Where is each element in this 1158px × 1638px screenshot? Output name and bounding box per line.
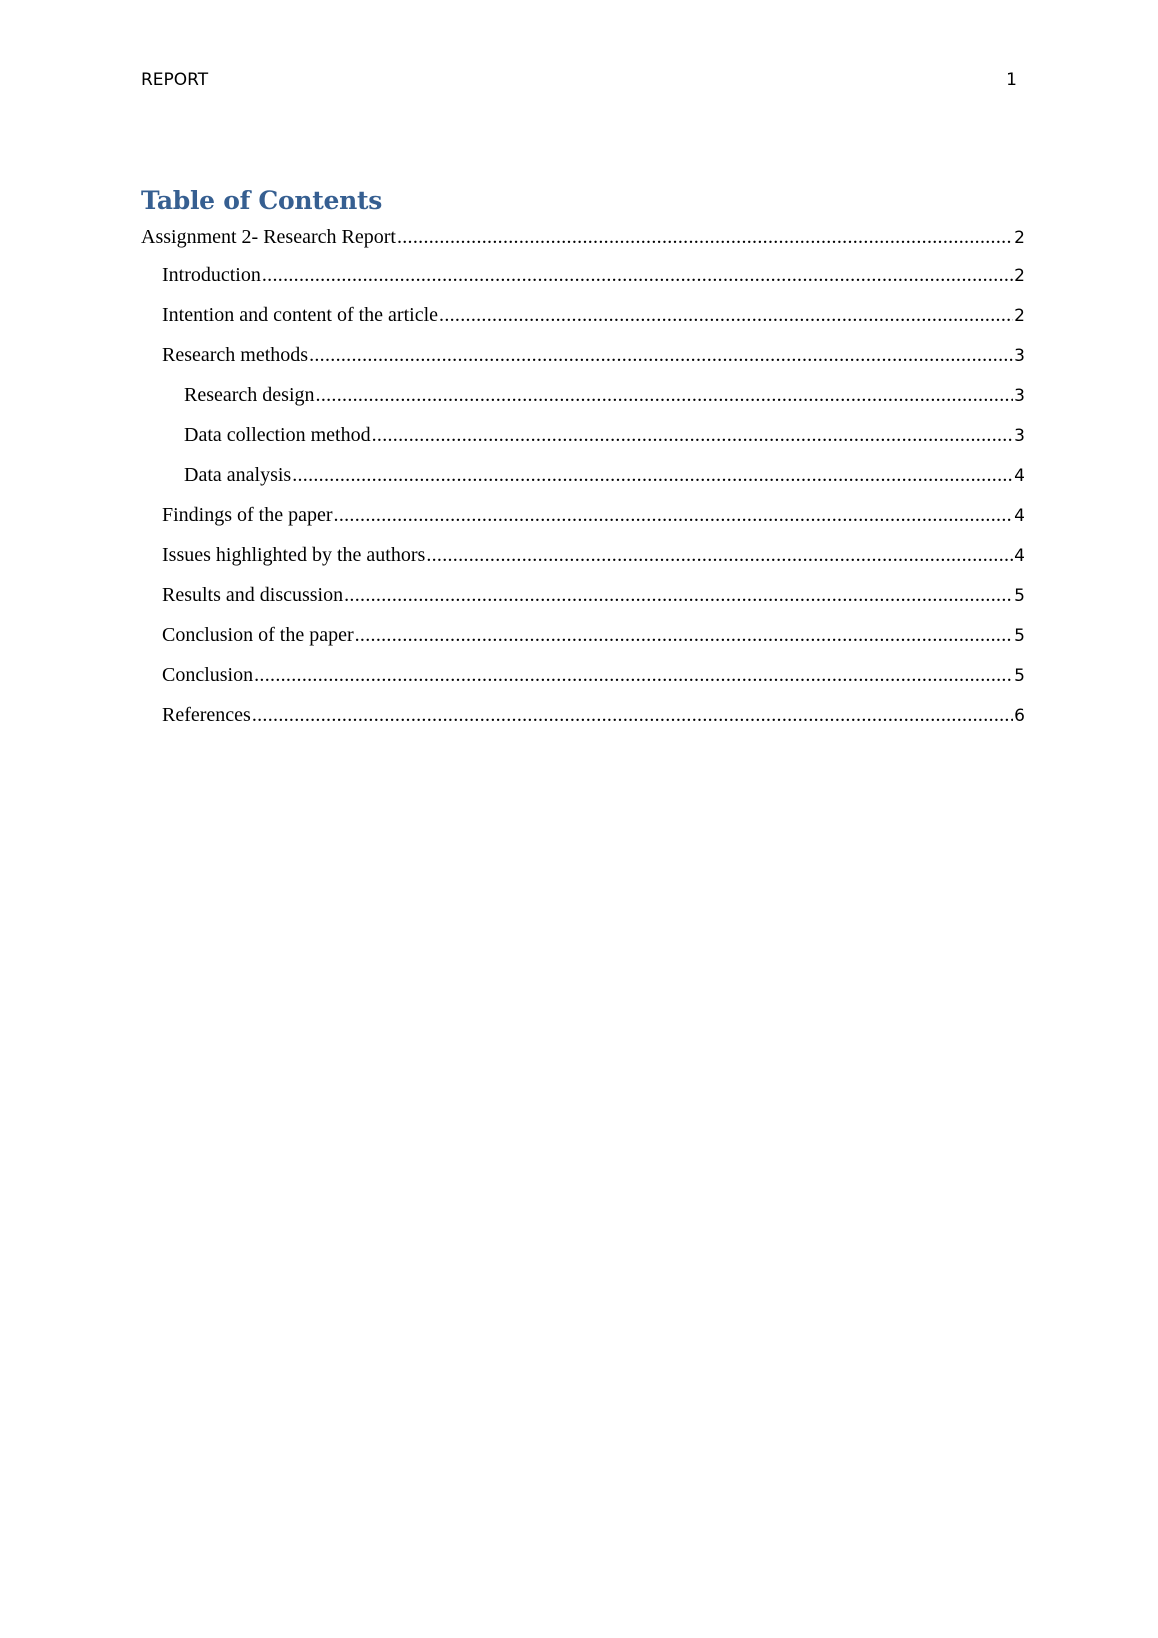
toc-dot-leader: [252, 704, 1013, 727]
toc-entry-page: 3: [1014, 346, 1025, 366]
toc-entry[interactable]: [141, 344, 1025, 384]
toc-entry-text: Research methods: [162, 344, 309, 366]
toc-entry-page: 2: [1014, 266, 1025, 286]
toc-dot-leader: [397, 226, 1013, 249]
toc-dot-leader: [262, 264, 1013, 287]
page-number: 1: [1006, 70, 1017, 90]
toc-entry[interactable]: [141, 584, 1025, 624]
toc-entry-text: Conclusion: [162, 664, 254, 686]
toc-entry[interactable]: [141, 704, 1025, 744]
toc-dot-leader: [316, 384, 1014, 407]
toc-entry[interactable]: [141, 304, 1025, 344]
toc-entry[interactable]: [141, 664, 1025, 704]
toc-entry-page: 4: [1014, 546, 1025, 566]
toc-entry[interactable]: [141, 544, 1025, 584]
toc-dot-leader: [254, 664, 1013, 687]
toc-entry-text: Data collection method: [184, 424, 371, 446]
toc-entry-page: 5: [1014, 666, 1025, 686]
toc-entry-text: Data analysis: [184, 464, 292, 486]
toc-entry[interactable]: [141, 384, 1025, 424]
toc-entry-text: Results and discussion: [162, 584, 344, 606]
toc-entry-page: 5: [1014, 626, 1025, 646]
toc-dot-leader: [309, 344, 1013, 367]
toc-entry-page: 5: [1014, 586, 1025, 606]
toc-entry[interactable]: [141, 264, 1025, 304]
toc-dot-leader: [334, 504, 1014, 527]
toc-dot-leader: [372, 424, 1014, 447]
toc-entry-page: 4: [1014, 466, 1025, 486]
toc-entry[interactable]: [141, 504, 1025, 544]
toc-entry-text: Assignment 2- Research Report: [141, 226, 396, 248]
toc-dot-leader: [426, 544, 1013, 567]
toc-entry-page: 2: [1014, 306, 1025, 326]
toc-entry-text: Intention and content of the article: [162, 304, 439, 326]
toc-dot-leader: [292, 464, 1013, 487]
toc-entry-page: 4: [1014, 506, 1025, 526]
toc-entry-text: Findings of the paper: [162, 504, 333, 526]
header-title: REPORT: [141, 70, 209, 90]
toc-entry-text: Introduction: [162, 264, 261, 286]
table-of-contents: [141, 226, 1025, 744]
toc-dot-leader: [439, 304, 1013, 327]
toc-dot-leader: [344, 584, 1013, 607]
toc-entry-page: 2: [1014, 228, 1025, 248]
page-header: [141, 70, 1017, 96]
toc-entry-text: Issues highlighted by the authors: [162, 544, 426, 566]
toc-entry-text: References: [162, 704, 251, 726]
toc-entry-page: 6: [1014, 706, 1025, 726]
toc-entry-page: 3: [1014, 426, 1025, 446]
toc-entry[interactable]: [141, 424, 1025, 464]
toc-entry-text: Conclusion of the paper: [162, 624, 354, 646]
toc-entry[interactable]: [141, 226, 1025, 264]
toc-entry-page: 3: [1014, 386, 1025, 406]
toc-dot-leader: [355, 624, 1014, 647]
toc-entry[interactable]: [141, 624, 1025, 664]
toc-heading: Table of Contents: [141, 186, 383, 215]
toc-entry-text: Research design: [184, 384, 315, 406]
toc-entry[interactable]: [141, 464, 1025, 504]
